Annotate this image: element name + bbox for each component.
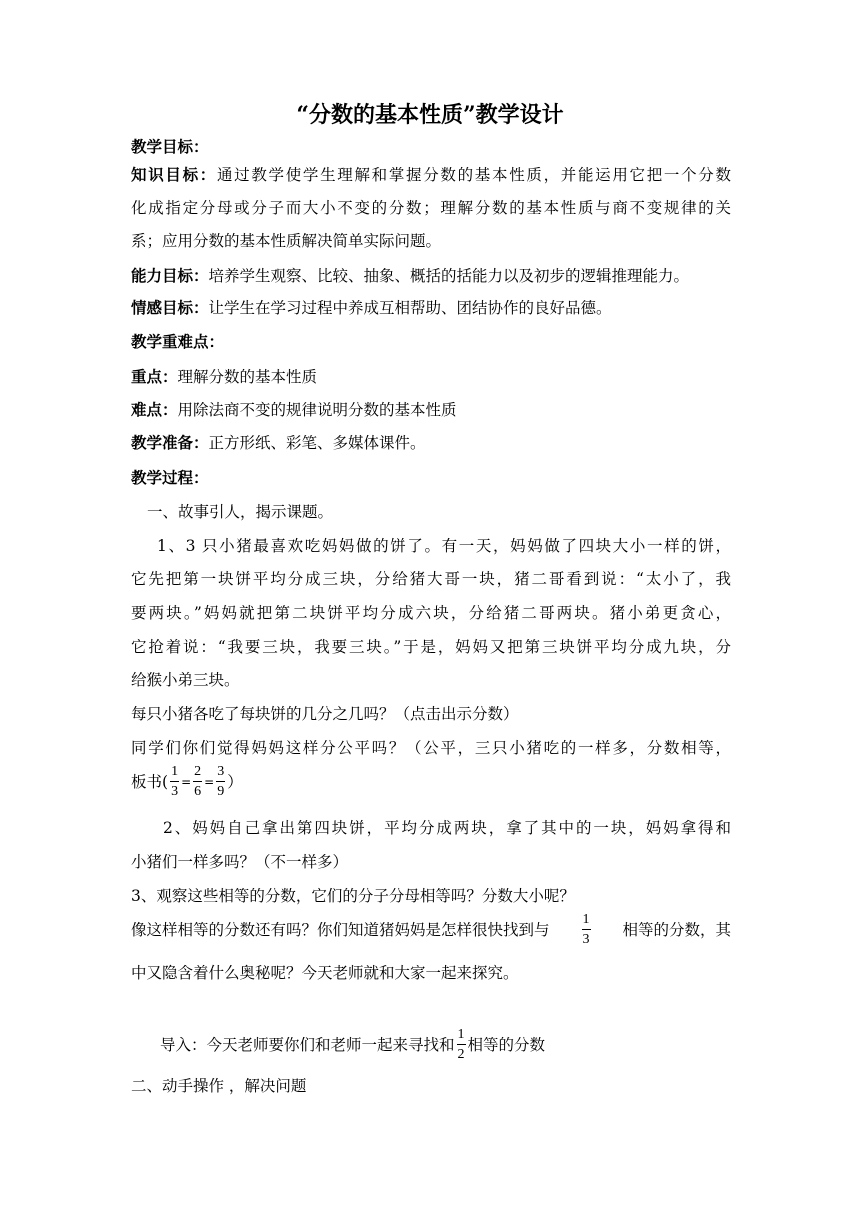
preparation-label: 教学准备：: [131, 433, 209, 452]
emotion-goal-label: 情感目标：: [131, 298, 209, 317]
focus-label: 重点：: [131, 367, 178, 386]
difficulty-point: [131, 399, 731, 421]
fraction-1-2-inline: [457, 1028, 466, 1062]
fraction-denominator: 2: [457, 1047, 465, 1062]
question-2: 同学们你们觉得妈妈这样分公平吗？（公平，三只小猪吃的一样多，分数相等，: [131, 739, 731, 757]
preparation-text: 正方形纸、彩笔、多媒体课件。: [208, 434, 426, 452]
question-1: 每只小猪各吃了每块饼的几分之几吗？（点击出示分数）: [131, 705, 519, 723]
similar-text-before: 像这样相等的分数还有吗？你们知道猪妈妈是怎样很快找到与: [131, 921, 550, 939]
board-prefix: 板书(: [131, 773, 169, 791]
fraction-numerator: 3: [216, 765, 225, 782]
knowledge-goal-text: 通过教学使学生理解和掌握分数的基本性质，并能运用它把一个分数: [216, 166, 731, 184]
preparation: [131, 432, 731, 454]
knowledge-goal-label: 知识目标：: [131, 165, 217, 184]
emotion-goal-text: 让学生在学习过程中养成互相帮助、团结协作的良好品德。: [208, 299, 612, 317]
process-heading: 教学过程：: [131, 468, 209, 487]
key-points-heading: 教学重难点：: [131, 332, 225, 351]
item2-line-1: 2、妈妈自己拿出第四块饼，平均分成两块，拿了其中的一块，妈妈拿得和: [163, 819, 731, 837]
emotion-goal: [131, 297, 731, 319]
focus-point: [131, 366, 731, 388]
knowledge-goal-line-3: 系；应用分数的基本性质解决简单实际问题。: [131, 232, 442, 250]
difficulty-text: 用除法商不变的规律说明分数的基本性质: [177, 401, 457, 419]
fraction-numerator: 2: [193, 765, 202, 782]
story-line-3: 要两块。”妈妈就把第二块饼平均分成六块，分给猪二哥两块。猪小弟更贪心，: [131, 604, 731, 622]
equals-sign: =: [204, 775, 215, 789]
fraction-3-9: [216, 765, 225, 799]
board-writing: [131, 762, 731, 802]
item2-line-2: 小猪们一样多吗？（不一样多）: [131, 853, 349, 871]
section1-heading: 一、故事引人，揭示课题。: [147, 503, 334, 521]
difficulty-label: 难点：: [131, 400, 178, 419]
intro-text-before: 导入：今天老师要你们和老师一起来寻找和: [160, 1036, 455, 1054]
board-suffix: ）: [227, 773, 243, 791]
equals-sign: =: [181, 775, 192, 789]
goals-heading: 教学目标：: [131, 137, 209, 156]
item3: 3、观察这些相等的分数，它们的分子分母相等吗？分数大小呢？: [131, 887, 575, 905]
ability-goal: [131, 265, 731, 287]
story-line-2: 它先把第一块饼平均分成三块，分给猪大哥一块，猪二哥看到说：“太小了，我: [131, 570, 731, 588]
knowledge-goal-line-2: 化成指定分母或分子而大小不变的分数；理解分数的基本性质与商不变规律的关: [131, 199, 731, 217]
fraction-numerator: 1: [582, 913, 591, 930]
ability-goal-text: 培养学生观察、比较、抽象、概括的括能力以及初步的逻辑推理能力。: [208, 267, 690, 285]
fraction-numerator: 1: [457, 1028, 466, 1045]
fraction-numerator: 1: [170, 765, 179, 782]
fraction-1-3-inline: [582, 913, 591, 947]
intro-line: [160, 1025, 731, 1065]
fraction-denominator: 3: [171, 784, 179, 799]
fraction-denominator: 6: [194, 784, 202, 799]
focus-text: 理解分数的基本性质: [177, 368, 318, 386]
story-line-5: 给猴小弟三块。: [131, 671, 240, 689]
document-title: “分数的基本性质”教学设计: [296, 102, 564, 128]
fraction-denominator: 3: [582, 932, 590, 947]
fraction-1-3: [170, 765, 179, 799]
intro-text-after: 相等的分数: [467, 1036, 546, 1054]
similar-line-2: 中又隐含着什么奥秘呢？今天老师就和大家一起来探究。: [131, 964, 519, 982]
similar-fractions-line: [131, 910, 731, 950]
similar-text-after: 相等的分数，其: [622, 921, 731, 939]
ability-goal-label: 能力目标：: [131, 266, 209, 285]
story-line-1: 1、3 只小猪最喜欢吃妈妈做的饼了。有一天，妈妈做了四块大小一样的饼，: [157, 537, 731, 555]
fraction-denominator: 9: [217, 784, 225, 799]
section2-heading: 二、动手操作 ，解决问题: [131, 1077, 307, 1095]
story-line-4: 它抢着说：“我要三块，我要三块。”于是，妈妈又把第三块饼平均分成九块，分: [131, 638, 731, 656]
knowledge-goal-line-1: [131, 164, 731, 186]
fraction-2-6: [193, 765, 202, 799]
